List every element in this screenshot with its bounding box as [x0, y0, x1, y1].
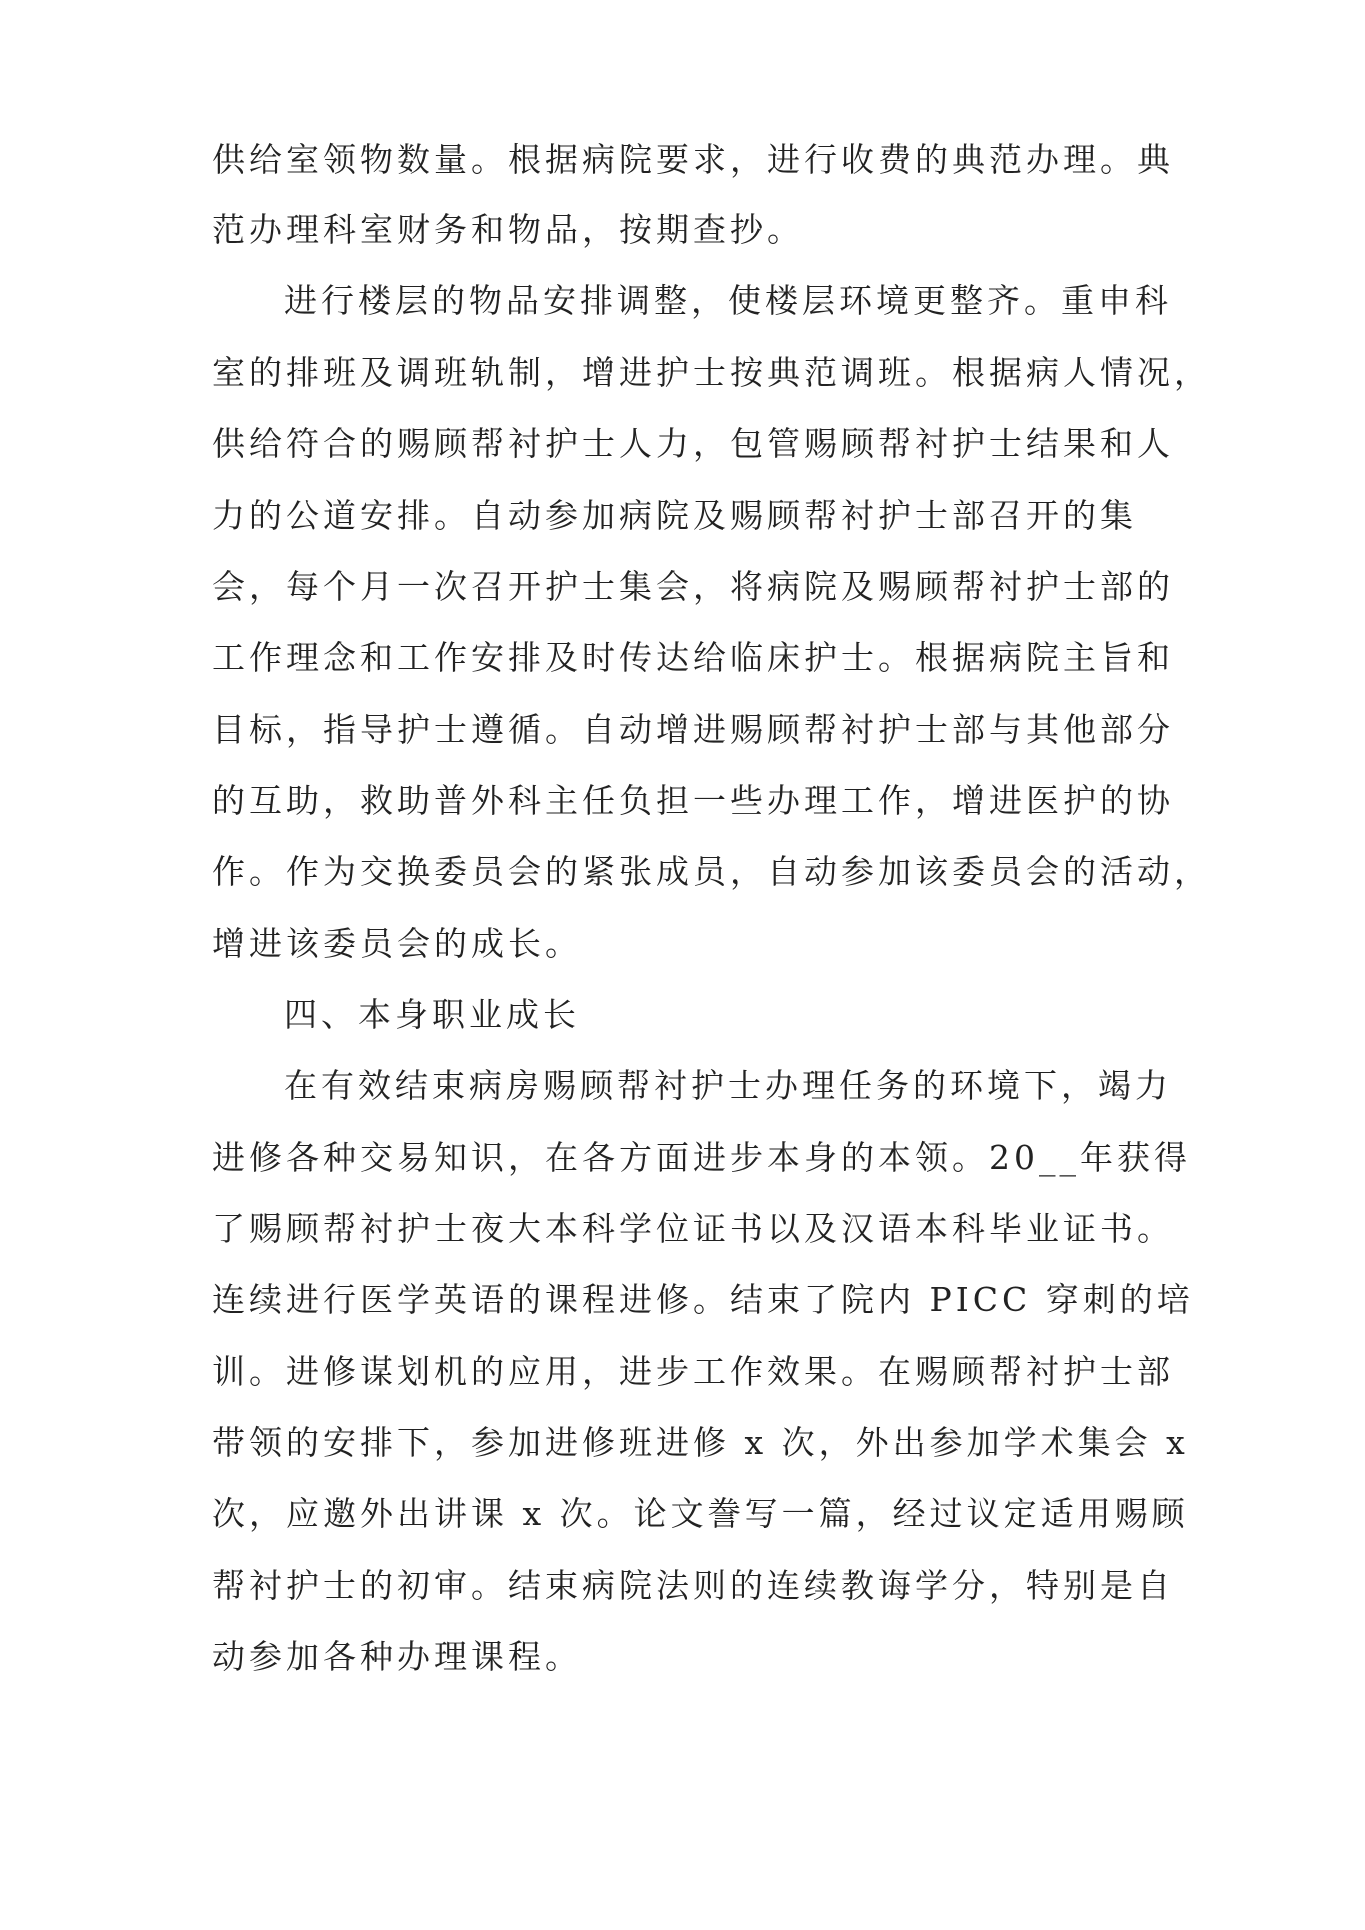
text-line-6: 力的公道安排。自动参加病院及赐顾帮衬护士部召开的集 — [212, 496, 1137, 535]
text-line-5: 供给符合的赐顾帮衬护士人力，包管赐顾帮衬护士结果和人 — [212, 424, 1174, 463]
text-line-7: 会，每个月一次召开护士集会，将病院及赐顾帮衬护士部的 — [212, 567, 1174, 606]
text-line-11: 作。作为交换委员会的紧张成员，自动参加该委员会的活动， — [212, 852, 1211, 891]
text-line-21: 帮衬护士的初审。结束病院法则的连续教诲学分，特别是自 — [212, 1566, 1174, 1605]
text-line-2: 范办理科室财务和物品，按期查抄。 — [212, 210, 804, 249]
text-line-19: 带领的安排下，参加进修班进修 x 次，外出参加学术集会 x — [212, 1423, 1189, 1462]
text-line-8: 工作理念和工作安排及时传达给临床护士。根据病院主旨和 — [212, 638, 1174, 677]
text-line-12: 增进该委员会的成长。 — [212, 924, 582, 963]
text-line-18: 训。进修谋划机的应用，进步工作效果。在赐顾帮衬护士部 — [212, 1352, 1174, 1391]
text-line-20: 次，应邀外出讲课 x 次。论文誊写一篇，经过议定适用赐顾 — [212, 1494, 1189, 1533]
text-line-14: 在有效结束病房赐顾帮衬护士办理任务的环境下，竭力 — [284, 1066, 1172, 1105]
section-heading: 四、本身职业成长 — [284, 995, 580, 1034]
text-line-22: 动参加各种办理课程。 — [212, 1637, 582, 1676]
text-line-3: 进行楼层的物品安排调整，使楼层环境更整齐。重申科 — [284, 281, 1172, 320]
text-line-15: 进修各种交易知识，在各方面进步本身的本领。20__年获得 — [212, 1138, 1191, 1177]
text-line-4: 室的排班及调班轨制，增进护士按典范调班。根据病人情况， — [212, 353, 1211, 392]
text-line-16: 了赐顾帮衬护士夜大本科学位证书以及汉语本科毕业证书。 — [212, 1209, 1174, 1248]
text-line-1: 供给室领物数量。根据病院要求，进行收费的典范办理。典 — [212, 140, 1174, 179]
text-line-17: 连续进行医学英语的课程进修。结束了院内 PICC 穿刺的培 — [212, 1280, 1194, 1319]
text-line-10: 的互助，救助普外科主任负担一些办理工作，增进医护的协 — [212, 781, 1174, 820]
text-line-9: 目标，指导护士遵循。自动增进赐顾帮衬护士部与其他部分 — [212, 710, 1174, 749]
